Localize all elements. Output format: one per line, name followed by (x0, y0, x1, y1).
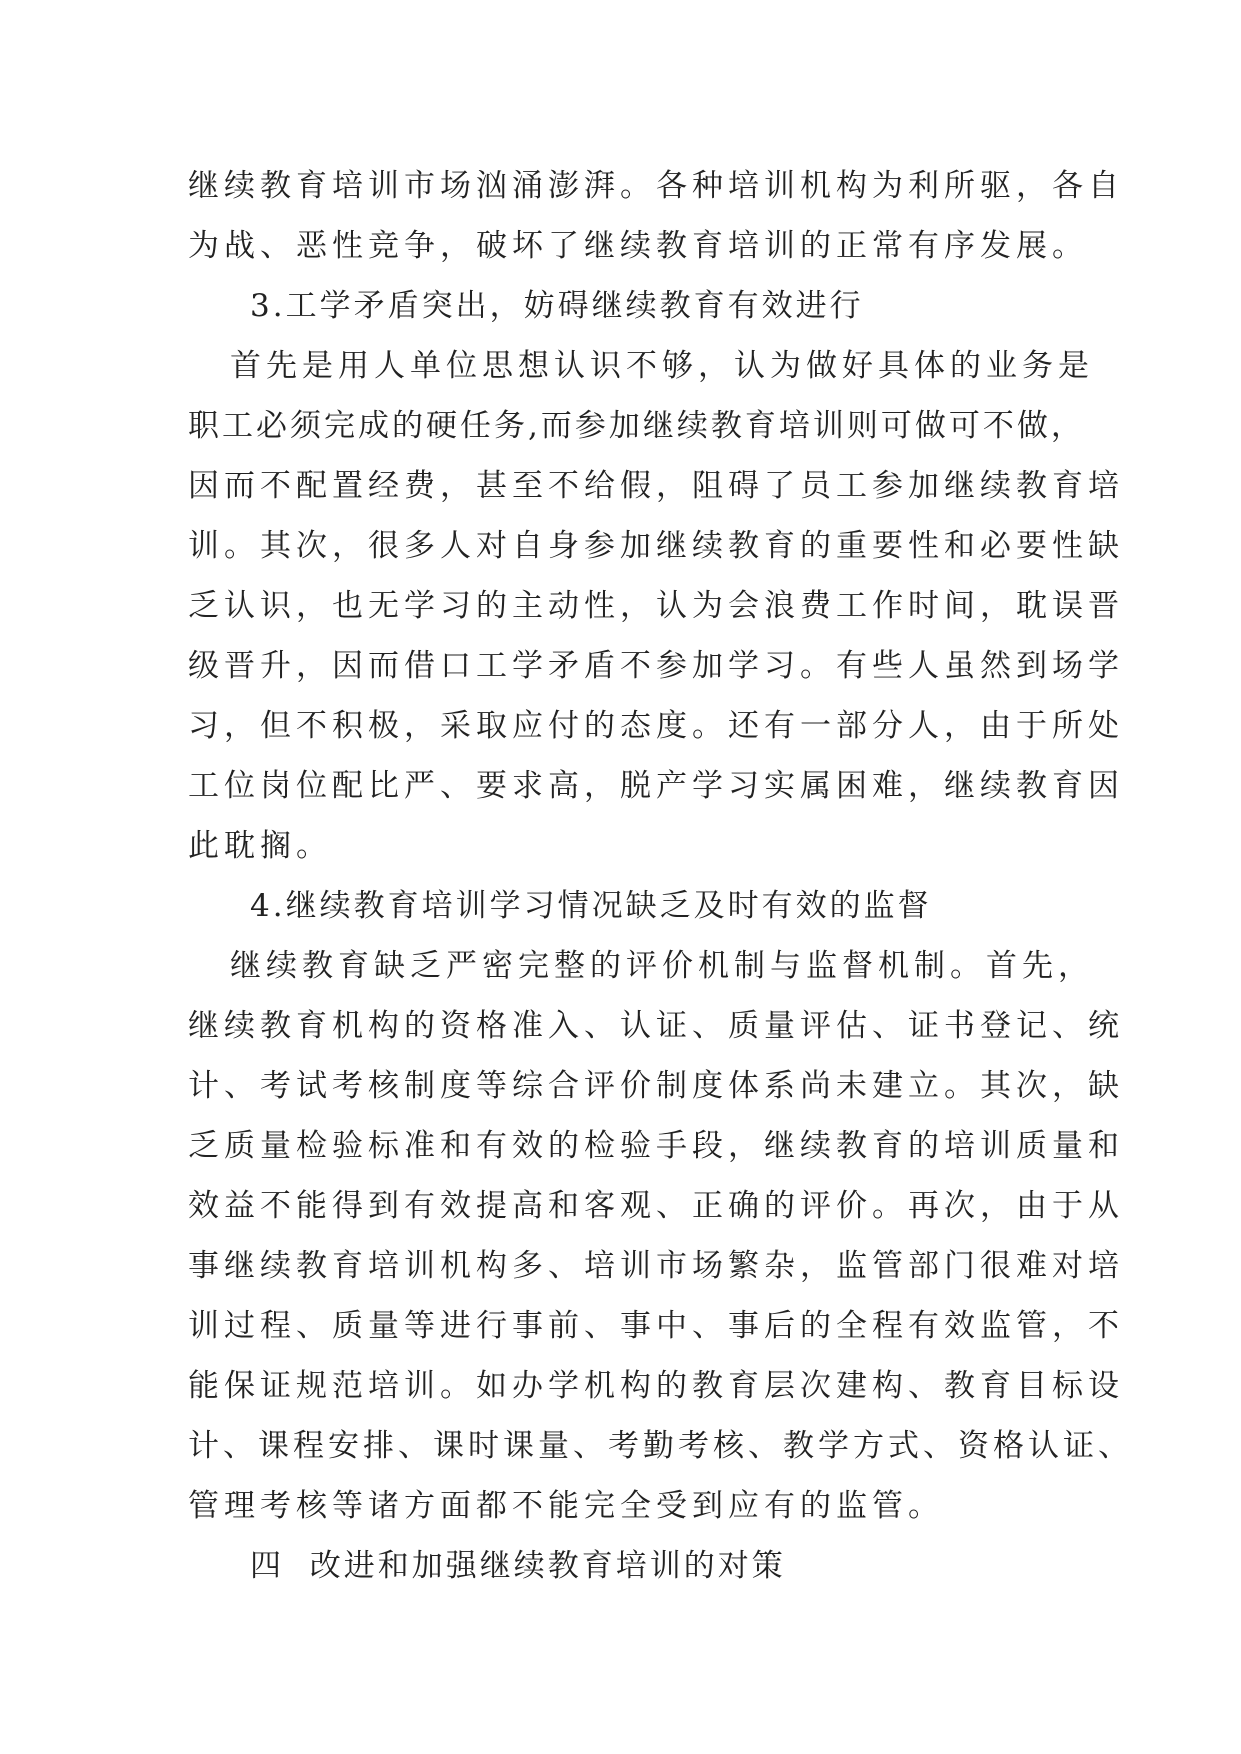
paragraph-line: 乏认识，也无学习的主动性，认为会浪费工作时间，耽误晋 (188, 588, 1124, 624)
paragraph-line: 继续教育培训市场汹涌澎湃。各种培训机构为利所驱，各自 (188, 168, 1124, 204)
section-heading-4: 4.继续教育培训学习情况缺乏及时有效的监督 (250, 888, 932, 924)
paragraph-line: 乏质量检验标准和有效的检验手段，继续教育的培训质量和 (188, 1128, 1124, 1164)
paragraph-line: 事继续教育培训机构多、培训市场繁杂，监管部门很难对培 (188, 1248, 1124, 1284)
paragraph-line: 管理考核等诸方面都不能完全受到应有的监管。 (188, 1488, 944, 1524)
paragraph-line: 继续教育缺乏严密完整的评价机制与监督机制。首先， (230, 948, 1094, 984)
paragraph-line: 训。其次，很多人对自身参加继续教育的重要性和必要性缺 (188, 528, 1124, 564)
chapter-heading: 四 改进和加强继续教育培训的对策 (250, 1548, 786, 1584)
paragraph-line: 继续教育机构的资格准入、认证、质量评估、证书登记、统 (188, 1008, 1124, 1044)
paragraph-line: 此耽搁。 (188, 828, 332, 864)
paragraph-line: 能保证规范培训。如办学机构的教育层次建构、教育目标设 (188, 1368, 1124, 1404)
paragraph-line: 职工必须完成的硬任务,而参加继续教育培训则可做可不做， (188, 408, 1085, 444)
paragraph-line: 因而不配置经费，甚至不给假，阻碍了员工参加继续教育培 (188, 468, 1124, 504)
paragraph-line: 计、课程安排、课时课量、考勤考核、教学方式、资格认证、 (188, 1428, 1133, 1464)
document-body (188, 156, 1133, 1596)
section-heading-3: 3.工学矛盾突出，妨碍继续教育有效进行 (250, 288, 864, 324)
paragraph-line: 效益不能得到有效提高和客观、正确的评价。再次，由于从 (188, 1188, 1124, 1224)
paragraph-line: 习，但不积极，采取应付的态度。还有一部分人，由于所处 (188, 708, 1124, 744)
paragraph-line: 计、考试考核制度等综合评价制度体系尚未建立。其次，缺 (188, 1068, 1124, 1104)
paragraph-line: 首先是用人单位思想认识不够，认为做好具体的业务是 (230, 348, 1094, 384)
paragraph-line: 工位岗位配比严、要求高，脱产学习实属困难，继续教育因 (188, 768, 1124, 804)
paragraph-line: 训过程、质量等进行事前、事中、事后的全程有效监管，不 (188, 1308, 1124, 1344)
paragraph-line: 为战、恶性竞争，破坏了继续教育培训的正常有序发展。 (188, 228, 1088, 264)
paragraph-line: 级晋升，因而借口工学矛盾不参加学习。有些人虽然到场学 (188, 648, 1124, 684)
